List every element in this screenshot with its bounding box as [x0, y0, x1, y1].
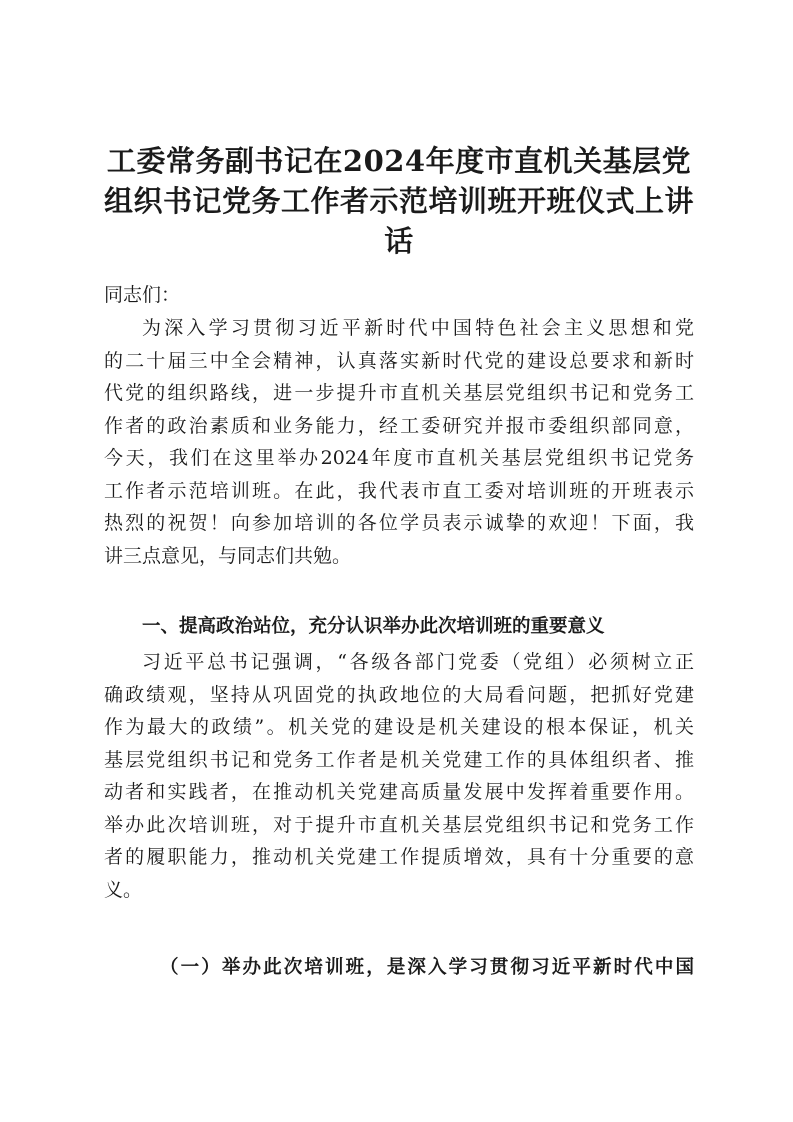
paragraph-line: 习近平总书记强调，“各级各部门党委（党组）必须树立正 [142, 651, 694, 673]
paragraph-line: 基层党组织书记和党务工作者是机关党建工作的具体组织者、推 [104, 748, 694, 771]
paragraph-line: 工作者示范培训班。在此，我代表市直工委对培训班的开班表示 [104, 479, 694, 502]
paragraph-line: 举办此次培训班，对于提升市直机关基层党组织书记和党务工作 [104, 813, 694, 836]
paragraph-line: 义。 [104, 878, 143, 901]
title-line: 话 [384, 224, 414, 258]
document-title [104, 141, 694, 261]
section1-paragraph [104, 646, 694, 906]
section-heading: 一、提高政治站位，充分认识举办此次培训班的重要意义 [142, 616, 605, 637]
paragraph-line: 的二十届三中全会精神，认真落实新时代党的建设总要求和新时 [104, 349, 694, 372]
subsection-heading: （一）举办此次培训班，是深入学习贯彻习近平新时代中国 [160, 957, 694, 978]
title-line: 工委常务副书记在2024年度市直机关基层党 [106, 144, 692, 178]
paragraph-line: 确政绩观，坚持从巩固党的执政地位的大局看问题，把抓好党建 [104, 683, 694, 706]
paragraph-line: 动者和实践者，在推动机关党建高质量发展中发挥着重要作用。 [104, 781, 694, 803]
paragraph-line: 热烈的祝贺！向参加培训的各位学员表示诚挚的欢迎！下面，我 [104, 512, 694, 534]
paragraph-line: 作为最大的政绩”。机关党的建设是机关建设的根本保证，机关 [104, 716, 694, 738]
title-line: 组织书记党务工作者示范培训班开班仪式上讲 [104, 184, 695, 218]
paragraph-line: 代党的组织路线，进一步提升市直机关基层党组织书记和党务工 [104, 382, 694, 404]
paragraph-line: 讲三点意见，与同志们共勉。 [104, 544, 352, 567]
paragraph-line: 为深入学习贯彻习近平新时代中国特色社会主义思想和党 [142, 317, 694, 339]
salutation: 同志们： [104, 284, 181, 306]
paragraph-line: 今天，我们在这里举办2024年度市直机关基层党组织书记党务 [104, 447, 694, 469]
paragraph-line: 者的履职能力，推动机关党建工作提质增效，具有十分重要的意 [104, 846, 694, 868]
paragraph-line: 作者的政治素质和业务能力，经工委研究并报市委组织部同意， [104, 414, 694, 437]
intro-paragraph [104, 312, 694, 572]
